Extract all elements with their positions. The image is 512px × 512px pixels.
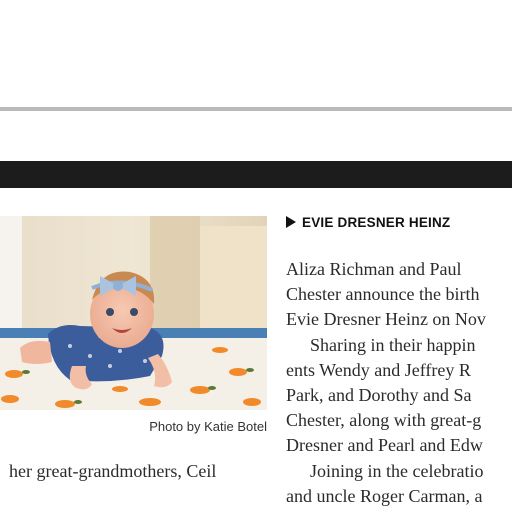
text-line: Park, and Dorothy and Sa (286, 384, 472, 405)
text-line: Joining in the celebratio (310, 460, 484, 481)
text-line: Dresner and Pearl and Edw (286, 435, 483, 456)
text-line: Evie Dresner Heinz on Nov (286, 309, 486, 330)
announcement-heading (286, 215, 450, 230)
baby-photo (0, 216, 267, 410)
text-line: Aliza Richman and Paul (286, 259, 462, 279)
text-line: Chester announce the birth (286, 284, 480, 305)
text-line: Sharing in their happin (310, 334, 476, 355)
play-triangle-icon (286, 216, 296, 228)
announcement-heading-text: EVIE DRESNER HEINZ (302, 215, 451, 230)
announcement-body (286, 257, 512, 509)
top-divider-thin (0, 107, 512, 111)
left-column-text (9, 458, 267, 484)
section-header-bar (0, 161, 512, 188)
photo-credit: Photo by Katie Botel (149, 419, 267, 434)
text-line: Chester, along with great-g (286, 410, 482, 431)
text-line: and uncle Roger Carman, a (286, 485, 483, 506)
text-line: her great-grandmothers, Ceil (9, 461, 217, 481)
text-line: ents Wendy and Jeffrey R (286, 359, 471, 380)
